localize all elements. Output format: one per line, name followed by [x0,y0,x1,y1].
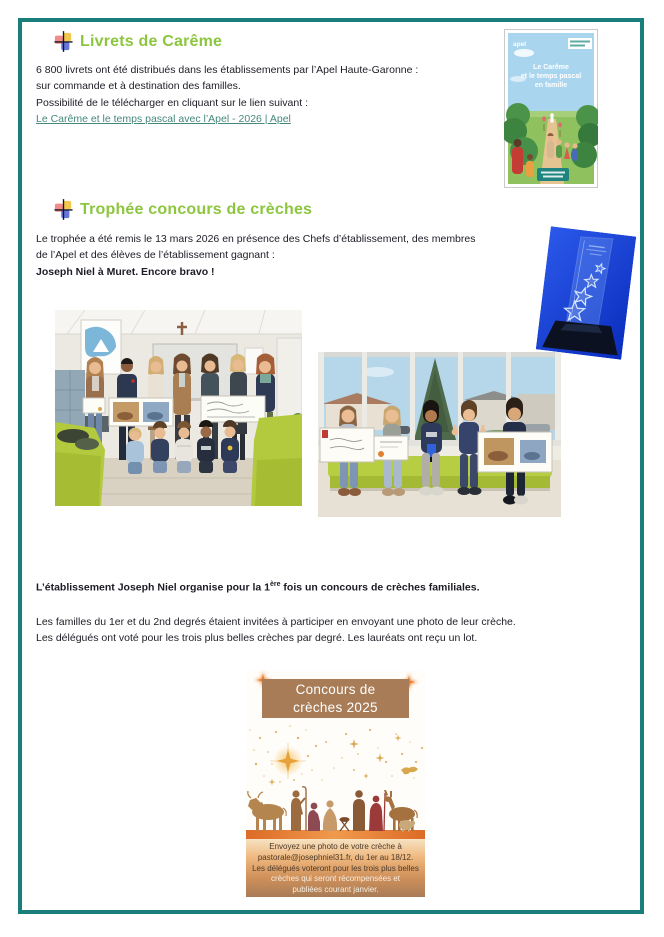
text-line: Les familles du 1er et du 2nd degrés étaient invitées à participer en envoyant une photo de leur crèche. [36,616,516,628]
poster-footer-line: publiées courant janvier. [292,885,379,895]
poster-footer-line: pastorale@josephniel31.fr, du 1er au 18/12. [257,852,414,862]
booklet-title-line1: Le Carême [533,64,569,71]
text-line: 6 800 livrets ont été distribués dans les établissements par l’Apel Haute-Garonne : [36,64,419,76]
spark-icon [54,31,73,52]
kneeling-figure-silhouette [308,803,320,831]
text-line: de l’Apel et des élèves de l’établissement gagnant : [36,249,275,262]
livrets-paragraph [36,62,418,128]
section-trophee-title: Trophée concours de crèches [80,200,313,218]
booklet-logo: apel [513,41,527,48]
text-segment: L’établissement Joseph Niel organise pour la 1 [36,581,270,594]
section-trophee-heading [54,199,312,220]
poster-title-line2: crèches 2025 [293,700,378,715]
winner-line: Joseph Niel à Muret. Encore bravo ! [36,265,215,278]
booklet-title-line2: et le temps pascal [520,73,582,80]
text-line: Les délégués ont voté pour les trois plus belles crèches par degré. Les lauréats ont reçu un lot. [36,632,478,645]
section-livrets-title: Livrets de Carême [80,32,223,50]
shepherd-silhouette [291,787,306,831]
poster-footer-line: Les délégués voteront pour les trois plus belles [252,863,419,873]
poster-footer-line: Envoyez une photo de votre crèche à [269,842,402,851]
photo-remise-trophee [55,310,302,506]
cow-silhouette [248,791,286,831]
poster-concours-creches [246,671,425,897]
poster-title-line1: Concours de [295,682,376,697]
text-segment: fois un concours de crèches familiales. [280,581,480,594]
text-line: Possibilité de le télécharger en cliquant sur le lien suivant : [36,96,308,109]
trophee-paragraph [36,231,476,280]
careme-apel-link[interactable]: Le Carême et le temps pascal avec l’Apel - 2026 | Apel [36,113,291,126]
nativity-illustration [246,718,425,839]
poster-footer-line: crèches qui seront récompensées et [271,874,400,884]
text-line: Le trophée a été remis le 13 mars 2026 en présence des Chefs d’établissement, des membres [36,233,476,245]
poster-title [262,679,409,718]
ordinal-sup: ère [270,581,281,588]
concours-intro [36,577,480,596]
poster-footer [246,839,425,897]
concours-paragraph [36,614,516,647]
crib-silhouette [340,817,350,831]
text-line: sur commande et à destination des familles. [36,80,241,93]
magus-silhouette [369,793,385,831]
mary-silhouette [323,800,337,831]
spark-icon [54,199,73,220]
section-livrets-heading [54,31,222,52]
trophy-photo [536,226,636,360]
booklet-title-line3: en famille [534,82,568,89]
photo-eleves-banc [318,352,561,517]
joseph-silhouette [353,790,365,831]
dove-icon [401,767,418,775]
booklet-top-badge [568,38,592,49]
booklet-bottom-badge [537,168,569,181]
booklet-cover-image [504,29,598,188]
